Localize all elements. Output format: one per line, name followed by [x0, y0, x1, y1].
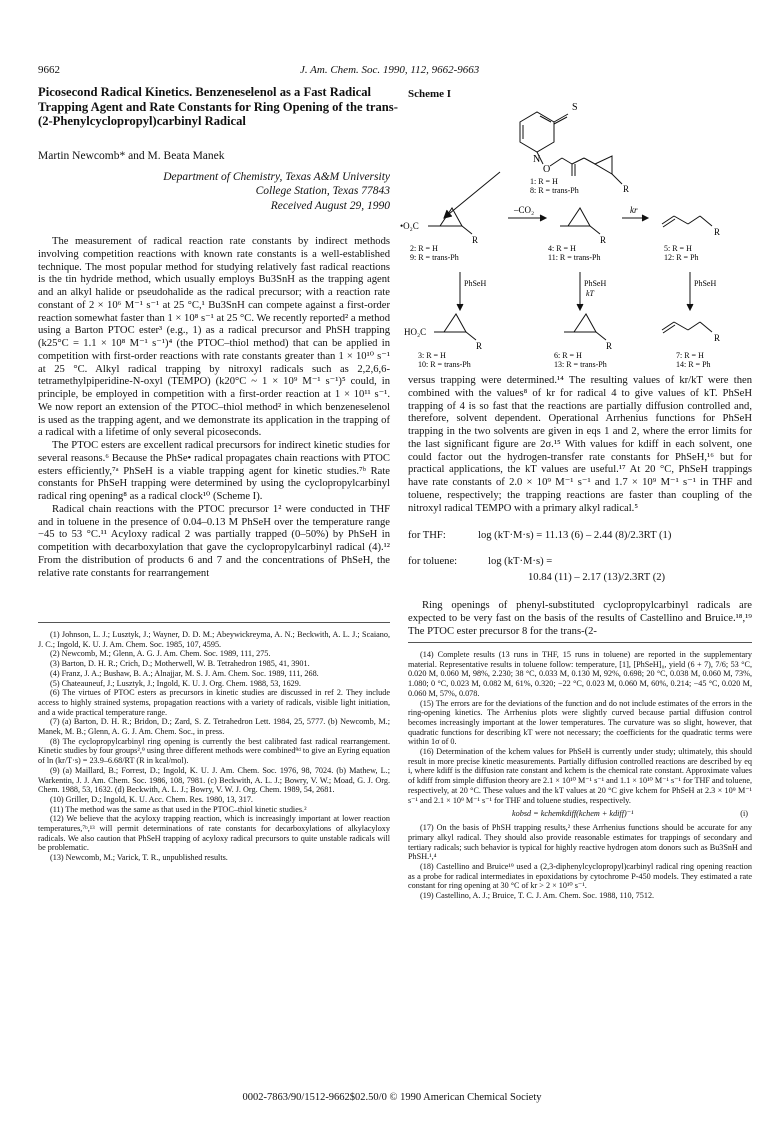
equation-i: kobsd = kchemkdiff(kchem + kdiff)⁻¹: [512, 809, 634, 819]
sulfur-atom-label: S: [572, 102, 578, 113]
reagent-label: PhSeH: [694, 279, 717, 288]
page-footer: 0002-7863/90/1512-9662$02.50/0 © 1990 American Chemical Society: [242, 1092, 542, 1103]
compound-label: 8: R = trans-Ph: [530, 186, 579, 195]
equation-i-label: (i): [740, 809, 748, 819]
received-date: Received August 29, 1990: [270, 199, 390, 212]
nitrogen-atom-label: N: [533, 154, 541, 165]
article-title: Picosecond Radical Kinetics. Benzeneselenol as a Fast Radical Trapping Agent and Rate Constants for Ring Opening of the trans-(2-Phenylcyclopropyl)carbinyl Radical: [38, 85, 398, 129]
compound-label: 11: R = trans-Ph: [548, 253, 601, 262]
decarboxylation-label: –CO₂: [514, 205, 535, 215]
authors: Martin Newcomb* and M. Beata Manek: [38, 150, 225, 162]
r-group-label: R: [714, 333, 721, 343]
r-group-label: R: [472, 235, 479, 245]
compound-label: 4: R = H: [548, 244, 576, 253]
affiliation: [38, 170, 390, 213]
footnote: (12) We believe that the acyloxy trapping reaction, which is increasingly important at lower reaction temperatures,⁷ᵇ,¹³ will permit determinations of rate constants for decarboxylations of alkylacyloxy radicals. We also caution that PhSeH trapping of acyloxy radical precursors to quite unstable radicals will be problematic.: [38, 814, 390, 853]
footnote: (19) Castellino, A. J.; Bruice, T. C. J. Am. Chem. Soc. 1988, 110, 7512.: [420, 891, 655, 901]
compound-label: 13: R = trans-Ph: [554, 360, 607, 369]
footnote: (14) Complete results (13 runs in THF, 15 runs in toluene) are reported in the supplementary material. Representative results in toluene follow: temperature, [1], [PhSeH]₀, yield (6 + 7), 7/6; 53 °C, 0.020 M, 0.060 M, 98%, 2.230; 38 °C, 0.033 M, 0.130 M, 92%, 0.698; 20 °C, 0.038 M, 0.060 M, 73%, 1.080; 0 °C, 0.023 M, 0.082 M, 61%, 0.320; −22 °C, 0.023 M, 0.060 M, 60%, 0.214; −45 °C, 0.020 M, 0.060 M, 57%, 0.078.: [408, 650, 752, 698]
footnote: (10) Griller, D.; Ingold, K. U. Acc. Chem. Res. 1980, 13, 317.: [50, 794, 253, 804]
paragraph: The PTOC esters are excellent radical precursors for indirect kinetic studies for several reasons.⁶ Because the PhSe• radical propagates chain reactions with PTOC esters efficiently,⁷ᵃ PhSeH is a viable trapping agent for kinetic studies.⁷ᵇ Rate constants for PhSeH trapping were determined by using the cyclopropylcarbinyl radical ring opening⁸ as a radical clock¹⁰ (Scheme I).: [38, 440, 390, 502]
paragraph: The measurement of radical reaction rate constants by indirect methods involving competition reactions with known rate constants is a well-established technique. The most popular method for studying relatively fast radical reactions is the tin hydride method, which usually employs Bu3SnH as the trapping agent and an alkyl halide or pseudohalide as the radical precursor; with a reaction rate constant of 2 × 10⁶ M⁻¹ s⁻¹ at 25 °C,¹ Bu3SnH can compete against a first-order reaction somewhat faster than 1 × 10⁸ s⁻¹ at 25 °C. We recently reported² a method using a Barton PTOC ester³ (e.g., 1) as a radical precursor and PhSH trapping (k25°C = 1.1 × 10⁸ M⁻¹ s⁻¹)⁴ (the PTOC–thiol method) that can be applied in competition with first-order reactions with rate constants greater than 1 × 10¹⁰ s⁻¹ at 25 °C. Alkyl radical trapping by nitroxyl radicals such as 2,2,6,6-tetramethylpiperidine-N-oxyl (TEMPO) (k20°C ~ 1 × 10⁹ M⁻¹ s⁻¹)⁵ could, in principle, be employed in competition with a first-order reaction at 1 × 10¹¹ s⁻¹. We now report an extension of the PTOC–thiol method² in which benzeneselenol is used as the trapping agent, and we demonstrate its application in the trapping of a radical with a lifetime of only several picoseconds.: [38, 236, 390, 439]
scheme-diagram: [400, 100, 746, 405]
footnote: (5) Chateauneuf, J.; Lusztyk, J.; Ingold, K. U. J. Org. Chem. 1988, 53, 1629.: [50, 678, 301, 688]
equation-2-lhs: log (kT·M·s) =: [488, 556, 553, 567]
compound-label: 1: R = H: [530, 177, 558, 186]
paragraph: Radical chain reactions with the PTOC precursor 1² were conducted in THF and in toluene in the presence of 0.04–0.13 M PhSeH over the temperature range −45 to 53 °C.¹¹ Acyloxy radical 2 was partially trapped (0–50%) by PhSeH in competition with decarboxylation that gave the cyclopropylcarbinyl radical (4).¹² From the distribution of products 6 and 7 and the concentrations of PhSeH, the relative rate constants for rearrangement: [38, 503, 390, 579]
compound-label: 14: R = Ph: [676, 360, 711, 369]
affiliation-line-2: College Station, Texas 77843: [255, 185, 390, 198]
oxygen-atom-label: O: [543, 164, 551, 175]
compound-label: 9: R = trans-Ph: [410, 253, 459, 262]
footnote: (16) Determination of the kchem values for PhSeH is currently under study; ultimately, this should result in more precise kinetic measurements. Partially diffusion controlled reactions are described by eq i, where kdiff is the diffusion rate constant and kchem is the chemical rate constant. Approximate values of kdiff from simple diffusion theory are 2.1 × 10¹⁰ M⁻¹ s⁻¹ and 1.1 × 10¹⁰ M⁻¹ s⁻¹ for THF and toluene, respectively, at 20 °C. These values and the kT values at 20 °C give kchem for PhSeH at 2.3 × 10⁹ M⁻¹ s⁻¹ and 2.1 × 10⁹ M⁻¹ s⁻¹ for THF and toluene studies, respectively.: [408, 747, 752, 805]
cyclopropane-ring: [440, 208, 462, 226]
left-body-text: [38, 236, 390, 580]
footnote-divider: [38, 622, 390, 623]
compound-label: 12: R = Ph: [664, 253, 699, 262]
r-group-label: R: [600, 235, 607, 245]
affiliation-line-1: Department of Chemistry, Texas A&M University: [163, 171, 390, 183]
footnote: (18) Castellino and Bruice¹⁹ used a (2,3-diphenylcyclopropyl)carbinyl radical ring opening reaction as a probe for radical intermediates in epoxidations by cytochrome P-450 models. They estimated a rate constant for ring opening at 30 °C of kr > 2 × 10¹⁰ s⁻¹.: [408, 862, 752, 891]
footnote: (7) (a) Barton, D. H. R.; Bridon, D.; Zard, S. Z. Tetrahedron Lett. 1984, 25, 5777. (b) Newcomb, M.; Manek, M. B.; Glenn, A. G. J. Am. Chem. Soc., in press.: [38, 717, 390, 737]
carboxyl-radical-label: •O₂C: [400, 221, 419, 231]
right-body-text: [408, 375, 752, 515]
equation-1-label: for THF:: [408, 530, 446, 541]
r-group-label: R: [623, 184, 630, 194]
footnote: (9) (a) Maillard, B.; Forrest, D.; Ingold, K. U. J. Am. Chem. Soc. 1976, 98, 7024. (b) Mathew, L.; Warkentin, J. J. Am. Chem. Soc. 1986, 108, 7981. (c) Beckwith, A. L. J.; Bowry, V. W.; Moad, G. J. Org. Chem. 1988, 53, 1632. (d) Beckwith, A. L. J.; Bowry, V. W. J. Org. Chem. 1989, 54, 2681.: [38, 765, 390, 795]
scheme-label: Scheme I: [408, 88, 452, 100]
footnote-divider: [408, 642, 752, 643]
compound-label: 10: R = trans-Ph: [418, 360, 471, 369]
equation-i-row: [408, 807, 752, 823]
cyclopropane-ring: [595, 156, 612, 174]
pyridine-ring: [520, 112, 554, 152]
paragraph: Ring openings of phenyl-substituted cyclopropylcarbinyl radicals are expected to be very fast on the basis of the results of Castellino and Bruice.¹⁸,¹⁹ The PTOC ester precursor 8 for the trans-(2-: [408, 600, 752, 637]
r-group-label: R: [606, 341, 613, 351]
footnote: (11) The method was the same as that used in the PTOC–thiol kinetic studies.²: [50, 804, 307, 814]
reaction-arrow: [444, 172, 500, 218]
footnote: (2) Newcomb, M.; Glenn, A. G. J. Am. Chem. Soc. 1989, 111, 275.: [50, 649, 271, 659]
compound-label: 7: R = H: [676, 351, 704, 360]
footnote: (1) Johnson, L. J.; Lusztyk, J.; Wayner, D. D. M.; Abeywickreyma, A. N.; Beckwith, A. L. J.; Scaiano, J. C.; Ingold, K. U. J. Am. Chem. Soc. 1985, 107, 4595.: [38, 630, 390, 649]
running-header: J. Am. Chem. Soc. 1990, 112, 9662-9663: [300, 64, 480, 76]
cyclopropane-ring: [568, 208, 590, 226]
footnote: (8) The cyclopropylcarbinyl ring opening is currently the best calibrated fast radical rearrangement. Kinetic studies by four groups²,⁹ using three different methods were combined⁹ᵈ to give an Eyring equation of ln (kr/T·s) = 23.9–6.68/RT (R in kcal/mol).: [38, 736, 390, 766]
footnote: (13) Newcomb, M.; Varick, T. R., unpublished results.: [50, 853, 228, 863]
footnote: (3) Barton, D. H. R.; Crich, D.; Motherwell, W. B. Tetrahedron 1985, 41, 3901.: [50, 659, 310, 669]
compound-label: 3: R = H: [418, 351, 446, 360]
rate-constant-label: kr: [630, 205, 638, 215]
r-group-label: R: [714, 227, 721, 237]
compound-label: 6: R = H: [554, 351, 582, 360]
footnote: (15) The errors are for the deviations of the function and do not include estimates of the errors in the ring-opening kinetics. The Arrhenius plots were slightly curved because partial diffusion control becomes increasingly important at the lower temperatures. The curvature was so slight, however, that quadratic functions for describing kT were not necessary; the coefficients for the quadratic terms were within 1σ of 0.: [408, 698, 752, 747]
equation-2-rhs: 10.84 (11) – 2.17 (13)/2.3RT (2): [528, 572, 666, 583]
equation-1: log (kT·M·s) = 11.13 (6) – 2.44 (8)/2.3RT (1): [478, 530, 672, 541]
paragraph: versus trapping were determined.¹⁴ The resulting values of kr/kT were then combined with the values⁸ of kr for radical 4 to give values of kT. PhSeH trapping of 4 is so fast that the reactions are partially diffusion controlled and, therefore, solvent dependent. Operational Arrhenius functions for PhSeH trapping in the two solvents are given in eqs 1 and 2, where the error limits for the last significant figure are 2σ.¹⁵ With values for kdiff in each solvent, one could factor out the hydrogen-transfer rate constants for PhSeH,¹⁶ but for practical applications, the kT values are useful.¹⁷ At 20 °C, PhSeH trappings have rate constants of 2.0 × 10⁹ M⁻¹ s⁻¹ and 1.7 × 10⁹ M⁻¹ s⁻¹ in THF and toluene, respectively; the trapping reactions are faster than coupling of the nitroxyl radical TEMPO with a primary alkyl radical.⁵: [408, 375, 752, 514]
compound-label: 5: R = H: [664, 244, 692, 253]
r-group-label: R: [476, 341, 483, 351]
acid-label: HO₂C: [404, 327, 427, 337]
left-footnotes: [38, 630, 390, 863]
right-body-text-2: [408, 600, 752, 638]
footnote: (6) The virtues of PTOC esters as precursors in kinetic studies are discussed in ref 2. They include access to highly strained systems, propagation reactions with a variety of radicals, visible light initiation, and a wide practical temperature range.: [38, 688, 390, 717]
reagent-label: PhSeH: [584, 279, 607, 288]
compound-label: 2: R = H: [410, 244, 438, 253]
page-number: 9662: [38, 64, 60, 76]
right-footnotes: [408, 650, 752, 901]
footnote: (17) On the basis of PhSH trapping results,² these Arrhenius functions should be accurate for any primary alkyl radical. They should also provide reasonable estimates for trappings of secondary and tertiary radicals; such behavior is typical for highly reactive hydrogen atom donors such as Bu3SnH and PhSH.¹,⁴: [408, 823, 752, 862]
footnote: (4) Franz, J. A.; Bushaw, B. A.; Alnajjar, M. S. J. Am. Chem. Soc. 1989, 111, 268.: [50, 668, 319, 678]
cyclopropane-ring: [574, 314, 596, 332]
reagent-label: PhSeH: [464, 279, 487, 288]
cyclopropane-ring: [444, 314, 466, 332]
equation-2-label: for toluene:: [408, 556, 458, 567]
rate-constant-label: kT: [586, 289, 594, 298]
